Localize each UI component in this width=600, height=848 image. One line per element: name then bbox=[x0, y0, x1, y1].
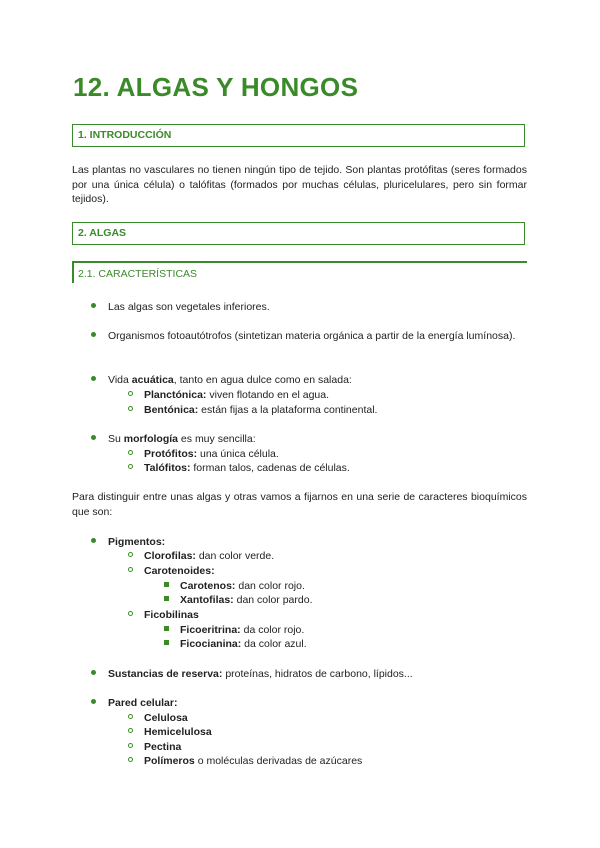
list-item: Polímeros o moléculas derivadas de azúcares bbox=[144, 755, 363, 767]
bullet-icon bbox=[91, 298, 96, 313]
sub-bullet-icon bbox=[128, 401, 133, 416]
sub-bullet-icon bbox=[128, 386, 133, 401]
square-bullet-icon bbox=[164, 621, 169, 636]
list-item: Ficoeritrina: da color rojo. bbox=[180, 624, 305, 636]
list-item: Ficocianina: da color azul. bbox=[180, 638, 307, 650]
section-heading-algas: 2. ALGAS bbox=[72, 222, 525, 245]
bullet-icon bbox=[91, 327, 96, 342]
list-item: Su morfología es muy sencilla: bbox=[108, 433, 256, 445]
sub-bullet-icon bbox=[128, 709, 133, 724]
list-item: Carotenos: dan color rojo. bbox=[180, 580, 305, 592]
list-item: Sustancias de reserva: proteínas, hidratos de carbono, lípidos... bbox=[108, 668, 413, 680]
bullet-icon bbox=[91, 694, 96, 709]
list-item: Organismos fotoautótrofos (sintetizan materia orgánica a partir de la energía lumínosa). bbox=[108, 330, 516, 342]
sub-bullet-icon bbox=[128, 738, 133, 753]
sub-bullet-icon bbox=[128, 459, 133, 474]
list-item: Planctónica: viven flotando en el agua. bbox=[144, 389, 330, 401]
subsection-heading-caracteristicas: 2.1. CARACTERÍSTICAS bbox=[72, 261, 527, 283]
sub-bullet-icon bbox=[128, 752, 133, 767]
list-item: Pectina bbox=[144, 741, 182, 753]
sub-bullet-icon bbox=[128, 562, 133, 577]
section-heading-introduccion: 1. INTRODUCCIÓN bbox=[72, 124, 525, 147]
sub-bullet-icon bbox=[128, 445, 133, 460]
sub-bullet-icon bbox=[128, 547, 133, 562]
list-item: Ficobilinas bbox=[144, 609, 199, 621]
bullet-icon bbox=[91, 533, 96, 548]
bullet-icon bbox=[91, 665, 96, 680]
square-bullet-icon bbox=[164, 577, 169, 592]
list-item: Celulosa bbox=[144, 712, 188, 724]
list-item: Carotenoides: bbox=[144, 565, 215, 577]
bullet-icon bbox=[91, 430, 96, 445]
list-item: Vida acuática, tanto en agua dulce como en salada: bbox=[108, 374, 352, 386]
sub-bullet-icon bbox=[128, 606, 133, 621]
list-item: Hemicelulosa bbox=[144, 726, 212, 738]
list-item: Las algas son vegetales inferiores. bbox=[108, 301, 270, 313]
intro-paragraph: Las plantas no vasculares no tienen ningún tipo de tejido. Son plantas protófitas (seres formados por una única célula) o talófitas (formados por muchas células, pluricelulares, pero sin formar tejidos). bbox=[72, 164, 527, 206]
list-item: Pigmentos: bbox=[108, 536, 166, 548]
list-item: Protófitos: una única célula. bbox=[144, 448, 279, 460]
list-item: Xantofilas: dan color pardo. bbox=[180, 594, 313, 606]
square-bullet-icon bbox=[164, 591, 169, 606]
page-title: 12. ALGAS Y HONGOS bbox=[73, 72, 359, 102]
characters-paragraph: Para distinguir entre unas algas y otras vamos a fijarnos en una serie de caracteres bioquímicos que son: bbox=[72, 491, 527, 518]
list-item: Clorofilas: dan color verde. bbox=[144, 550, 275, 562]
list-item: Bentónica: están fijas a la plataforma continental. bbox=[144, 404, 378, 416]
list-item: Talófitos: forman talos, cadenas de células. bbox=[144, 462, 350, 474]
square-bullet-icon bbox=[164, 635, 169, 650]
list-item: Pared celular: bbox=[108, 697, 178, 709]
bullet-icon bbox=[91, 371, 96, 386]
sub-bullet-icon bbox=[128, 723, 133, 738]
